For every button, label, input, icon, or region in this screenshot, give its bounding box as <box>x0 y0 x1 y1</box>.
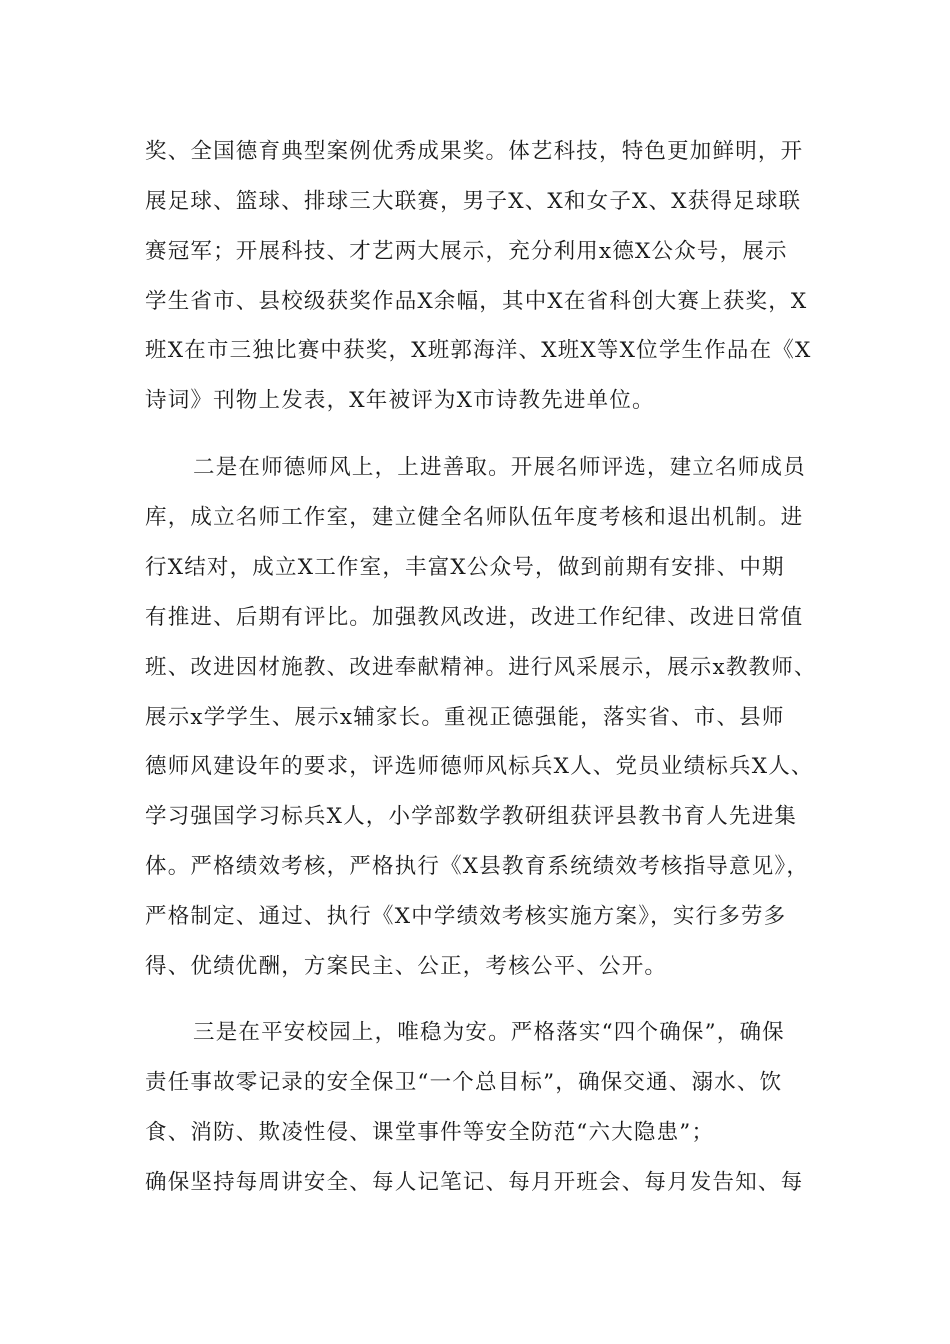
text-line: 奖、全国德育典型案例优秀成果奖。体艺科技，特色更加鲜明，开 <box>145 139 804 164</box>
text-line: 赛冠军；开展科技、才艺两大展示，充分利用x德X公众号，展示 <box>145 239 788 264</box>
text-line: 诗词》刊物上发表，X年被评为X市诗教先进单位。 <box>145 388 655 413</box>
text-line: 严格制定、通过、执行《X中学绩效考核实施方案》，实行多劳多 <box>145 904 787 929</box>
text-line: 库，成立名师工作室，建立健全名师队伍年度考核和退出机制。进 <box>145 505 804 530</box>
text-line: 学生省市、县校级获奖作品X余幅，其中X在省科创大赛上获奖，X <box>145 289 808 314</box>
paragraph-first-line: 二是在师德师风上，上进善取。开展名师评选，建立名师成员 <box>193 455 806 480</box>
text-line: 展足球、篮球、排球三大联赛，男子X、X和女子X、X获得足球联 <box>145 189 802 214</box>
text-line: 体。严格绩效考核，严格执行《X县教育系统绩效考核指导意见》， <box>145 854 810 879</box>
text-line: 责任事故零记录的安全保卫“一个总目标”，确保交通、溺水、饮 <box>145 1070 783 1095</box>
text-line: 学习强国学习标兵X人，小学部数学教研组获评县教书育人先进集 <box>145 804 798 829</box>
text-line: 班X在市三独比赛中获奖，X班郭海洋、X班X等X位学生作品在《X <box>145 338 812 363</box>
text-line: 德师风建设年的要求，评选师德师风标兵X人、党员业绩标兵X人、 <box>145 754 814 779</box>
text-line: 行X结对，成立X工作室，丰富X公众号，做到前期有安排、中期 <box>145 555 785 580</box>
text-line: 展示x学学生、展示x辅家长。重视正德强能，落实省、市、县师 <box>145 705 785 730</box>
text-line: 得、优绩优酬，方案民主、公正，考核公平、公开。 <box>145 954 668 979</box>
text-line: 确保坚持每周讲安全、每人记笔记、每月开班会、每月发告知、每 <box>145 1170 804 1195</box>
text-line: 食、消防、欺凌性侵、课堂事件等安全防范“六大隐患”； <box>145 1120 715 1145</box>
paragraph-first-line: 三是在平安校园上，唯稳为安。严格落实“四个确保”，确保 <box>193 1020 785 1045</box>
text-line: 班、改进因材施教、改进奉献精神。进行风采展示，展示x教教师、 <box>145 655 817 680</box>
text-line: 有推进、后期有评比。加强教风改进，改进工作纪律、改进日常值 <box>145 605 804 630</box>
